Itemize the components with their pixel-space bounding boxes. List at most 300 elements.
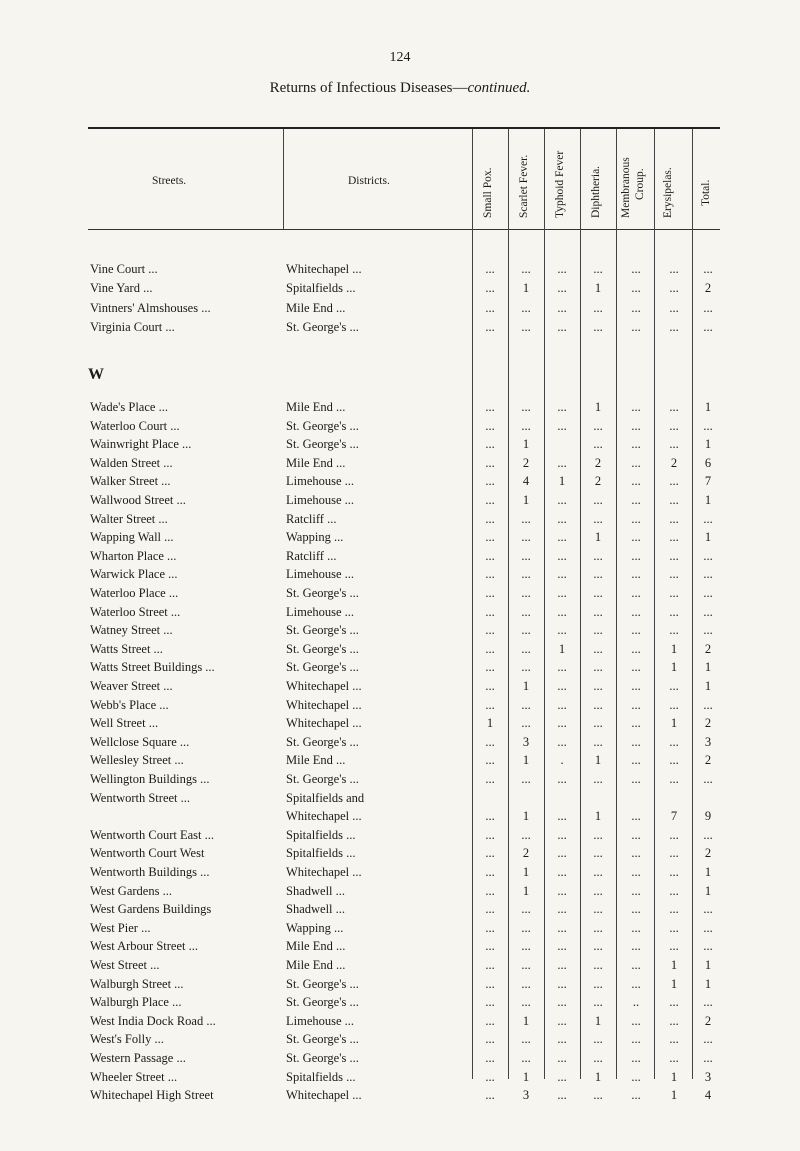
count-cell: 1	[704, 865, 712, 879]
count-cell: 1	[670, 660, 678, 675]
street-name: Wellesley Street ...	[90, 753, 184, 768]
count-cell: ...	[485, 809, 495, 824]
count-cell: ...	[593, 865, 603, 879]
count-cell: ...	[557, 623, 567, 638]
count-cell: ...	[485, 679, 495, 693]
count-cell: ...	[631, 1069, 641, 1084]
table-row	[0, 530, 800, 548]
count-cell: ...	[631, 920, 641, 935]
count-cell: ...	[521, 772, 531, 786]
count-cell: ...	[521, 660, 531, 675]
column-divider	[508, 129, 509, 1079]
district-name: Spitalfields ...	[286, 281, 356, 296]
count-cell: ...	[485, 418, 495, 433]
count-cell: ...	[631, 809, 641, 824]
table-row	[0, 400, 800, 418]
count-cell: ...	[485, 772, 495, 786]
count-cell: ...	[485, 437, 495, 452]
street-name: Wainwright Place ...	[90, 437, 192, 452]
count-cell: ...	[557, 281, 567, 296]
table-row	[0, 958, 800, 976]
count-cell: 1	[594, 530, 602, 545]
count-cell: ...	[557, 976, 567, 991]
table-row	[0, 679, 800, 697]
count-cell: ...	[557, 567, 567, 582]
count-cell: ...	[631, 902, 641, 917]
count-cell: ...	[557, 511, 567, 526]
count-cell: ...	[631, 958, 641, 972]
street-name: Waterloo Place ...	[90, 586, 179, 600]
count-cell: 2	[704, 716, 712, 731]
header-small-pox: Small Pox.	[482, 167, 494, 218]
count-cell: 3	[522, 1088, 530, 1103]
count-cell: ...	[521, 920, 531, 935]
district-name: Whitechapel ...	[286, 865, 362, 879]
count-cell: ...	[669, 281, 679, 296]
street-name: Wellington Buildings ...	[90, 772, 210, 786]
count-cell: 1	[670, 1069, 678, 1084]
count-cell: ...	[521, 623, 531, 638]
count-cell: ...	[631, 474, 641, 489]
table-row	[0, 865, 800, 883]
count-cell: ...	[631, 976, 641, 991]
count-cell: ...	[593, 641, 603, 656]
count-cell: ...	[669, 772, 679, 786]
table-row	[0, 437, 800, 455]
count-cell: ...	[593, 939, 603, 954]
count-cell: ...	[557, 586, 567, 600]
street-name: Watts Street ...	[90, 641, 163, 656]
count-cell: 1	[594, 1069, 602, 1084]
count-cell: ...	[631, 623, 641, 638]
count-cell: ...	[485, 300, 495, 315]
count-cell: ...	[669, 753, 679, 768]
count-cell: ...	[593, 697, 603, 712]
count-cell: 1	[704, 883, 712, 898]
count-cell: ...	[703, 920, 713, 935]
count-cell: ...	[593, 418, 603, 433]
count-cell: ...	[521, 418, 531, 433]
district-name: St. George's ...	[286, 320, 359, 335]
street-name: Virginia Court ...	[90, 320, 175, 335]
count-cell: ...	[703, 604, 713, 619]
count-cell: ...	[631, 281, 641, 296]
table-row	[0, 735, 800, 753]
table-row	[0, 320, 800, 338]
street-name: Wade's Place ...	[90, 400, 168, 414]
count-cell: ...	[557, 1069, 567, 1084]
count-cell: ...	[669, 320, 679, 335]
count-cell: ...	[631, 1032, 641, 1047]
header-scarlet-fever: Scarlet Fever.	[518, 154, 530, 218]
district-name: St. George's ...	[286, 734, 359, 749]
count-cell: ...	[669, 679, 679, 693]
count-cell: ...	[631, 493, 641, 507]
count-cell: ...	[521, 400, 531, 414]
count-cell: ...	[557, 939, 567, 954]
table-row	[0, 1088, 800, 1106]
count-cell: ...	[485, 604, 495, 619]
count-cell: 1	[704, 400, 712, 414]
count-cell: ..	[632, 995, 640, 1010]
count-cell: ...	[593, 846, 603, 861]
district-name: St. George's ...	[286, 995, 359, 1010]
count-cell: ...	[669, 300, 679, 315]
count-cell: ...	[557, 418, 567, 433]
table-row	[0, 660, 800, 678]
count-cell: 1	[486, 716, 494, 731]
count-cell: ...	[521, 548, 531, 563]
district-name: St. George's ...	[286, 641, 359, 656]
count-cell: 1	[522, 281, 530, 296]
count-cell: ...	[485, 660, 495, 675]
count-cell: ...	[631, 320, 641, 335]
street-name: West's Folly ...	[90, 1032, 164, 1047]
count-cell: 1	[670, 976, 678, 991]
count-cell: 1	[704, 958, 712, 972]
count-cell: ...	[593, 1088, 603, 1103]
column-divider	[580, 129, 581, 1079]
street-name: Wentworth Buildings ...	[90, 865, 210, 879]
count-cell: ...	[521, 320, 531, 335]
count-cell: ...	[521, 958, 531, 972]
district-name: Mile End ...	[286, 939, 346, 954]
count-cell: ...	[631, 586, 641, 600]
table-row	[0, 921, 800, 939]
district-name: Shadwell ...	[286, 883, 346, 898]
count-cell: ...	[631, 846, 641, 861]
count-cell: ...	[557, 883, 567, 898]
street-name: Walter Street ...	[90, 511, 168, 526]
district-name: Spitalfields and	[286, 790, 365, 805]
count-cell: ...	[521, 976, 531, 991]
table-row	[0, 939, 800, 957]
count-cell: ...	[521, 697, 531, 712]
count-cell: ...	[557, 530, 567, 545]
count-cell: 2	[522, 846, 530, 861]
street-name: Webb's Place ...	[90, 697, 169, 712]
count-cell: ...	[631, 1013, 641, 1028]
count-cell: ...	[593, 437, 603, 452]
district-name: Whitechapel ...	[286, 809, 362, 824]
district-name: Ratcliff ...	[286, 511, 337, 526]
count-cell: 1	[558, 474, 566, 489]
page-number: 124	[389, 50, 411, 65]
count-cell: ...	[703, 827, 713, 842]
table-row	[0, 474, 800, 492]
table-row	[0, 698, 800, 716]
count-cell: .	[560, 753, 564, 768]
count-cell: ...	[631, 734, 641, 749]
count-cell: ...	[521, 827, 531, 842]
count-cell: ...	[593, 716, 603, 731]
count-cell: 1	[522, 1069, 530, 1084]
count-cell: ...	[485, 320, 495, 335]
count-cell: ...	[521, 995, 531, 1010]
district-name: Limehouse ...	[286, 474, 355, 489]
count-cell: ...	[631, 641, 641, 656]
count-cell: ...	[593, 660, 603, 675]
street-name: Walden Street ...	[90, 455, 173, 470]
count-cell: 2	[704, 753, 712, 768]
column-divider	[692, 129, 693, 1079]
count-cell: ...	[631, 660, 641, 675]
district-name: Whitechapel ...	[286, 679, 362, 693]
street-name: Vine Court ...	[90, 262, 158, 276]
count-cell: ...	[669, 846, 679, 861]
count-cell: 1	[704, 976, 712, 991]
count-cell: ...	[557, 697, 567, 712]
street-name: Wentworth Court West	[90, 846, 205, 861]
count-cell: 3	[704, 1069, 712, 1084]
district-name: St. George's ...	[286, 437, 359, 452]
table-row	[0, 995, 800, 1013]
count-cell: 1	[670, 958, 678, 972]
table-row	[0, 1032, 800, 1050]
count-cell: ...	[485, 530, 495, 545]
count-cell: ...	[557, 1032, 567, 1047]
district-name: Whitechapel ...	[286, 1088, 362, 1103]
count-cell: ...	[631, 865, 641, 879]
count-cell: 2	[704, 641, 712, 656]
count-cell: ...	[703, 939, 713, 954]
street-name: Wentworth Street ...	[90, 790, 191, 805]
street-name: Vintners' Almshouses ...	[90, 300, 211, 315]
count-cell: ...	[669, 548, 679, 563]
street-name: Wheeler Street ...	[90, 1069, 178, 1084]
count-cell: ...	[593, 734, 603, 749]
count-cell: ...	[703, 697, 713, 712]
district-name: St. George's ...	[286, 660, 359, 675]
count-cell: ...	[485, 902, 495, 917]
count-cell: ...	[485, 958, 495, 972]
count-cell: 1	[594, 753, 602, 768]
count-cell: ...	[593, 976, 603, 991]
count-cell: 1	[522, 809, 530, 824]
street-name: Wapping Wall ...	[90, 530, 174, 545]
table-row	[0, 809, 800, 827]
table-row	[0, 512, 800, 530]
street-name: Wentworth Court East ...	[90, 827, 214, 842]
count-cell: ...	[703, 418, 713, 433]
count-cell: ...	[703, 586, 713, 600]
table-row	[0, 456, 800, 474]
street-name: Wallwood Street ...	[90, 493, 186, 507]
count-cell: ...	[631, 939, 641, 954]
count-cell: 3	[522, 734, 530, 749]
count-cell: ...	[631, 716, 641, 731]
table-row	[0, 884, 800, 902]
table-row	[0, 605, 800, 623]
header-divider	[283, 129, 284, 229]
street-name: Waterloo Street ...	[90, 604, 181, 619]
count-cell: 2	[522, 455, 530, 470]
count-cell: ...	[593, 548, 603, 563]
count-cell: ...	[669, 1051, 679, 1065]
column-divider	[544, 129, 545, 1079]
count-cell: ...	[521, 300, 531, 315]
count-cell: ...	[703, 995, 713, 1010]
count-cell: ...	[485, 567, 495, 582]
table-row	[0, 419, 800, 437]
count-cell: ...	[485, 586, 495, 600]
count-cell: ...	[703, 320, 713, 335]
count-cell: ...	[703, 567, 713, 582]
count-cell: 2	[704, 281, 712, 296]
header-streets: Streets.	[152, 175, 187, 187]
table-row	[0, 642, 800, 660]
count-cell: 1	[522, 883, 530, 898]
district-name: Mile End ...	[286, 300, 346, 315]
table-row	[0, 281, 800, 299]
count-cell: 1	[704, 530, 712, 545]
count-cell: ...	[593, 567, 603, 582]
count-cell: ...	[557, 846, 567, 861]
title-text: Returns of Infectious Diseases—	[269, 80, 468, 96]
count-cell: ...	[557, 604, 567, 619]
district-name: Limehouse ...	[286, 567, 355, 582]
count-cell: ...	[703, 1051, 713, 1065]
count-cell: ...	[485, 623, 495, 638]
count-cell: ...	[557, 958, 567, 972]
district-name: Wapping ...	[286, 530, 344, 545]
count-cell: ...	[485, 697, 495, 712]
count-cell: ...	[557, 679, 567, 693]
count-cell: 1	[704, 679, 712, 693]
count-cell: ...	[669, 939, 679, 954]
count-cell: ...	[631, 548, 641, 563]
table-row	[0, 301, 800, 319]
count-cell: ...	[669, 262, 679, 276]
district-name: Whitechapel ...	[286, 716, 362, 731]
count-cell: ...	[631, 697, 641, 712]
street-name: West Pier ...	[90, 920, 151, 935]
street-name: Walburgh Place ...	[90, 995, 182, 1010]
district-name: St. George's ...	[286, 586, 359, 600]
count-cell: 1	[704, 437, 712, 452]
count-cell: ...	[485, 1032, 495, 1047]
count-cell: 1	[522, 437, 530, 452]
header-diphtheria: Diphtheria.	[590, 165, 602, 218]
count-cell: ...	[669, 902, 679, 917]
count-cell: ...	[485, 1088, 495, 1103]
count-cell: 1	[670, 1088, 678, 1103]
count-cell: ...	[669, 418, 679, 433]
count-cell: ...	[557, 1088, 567, 1103]
count-cell: ...	[485, 455, 495, 470]
count-cell: ...	[669, 865, 679, 879]
count-cell: 1	[522, 1013, 530, 1028]
count-cell: ...	[557, 809, 567, 824]
count-cell: ...	[631, 262, 641, 276]
count-cell: ...	[669, 400, 679, 414]
count-cell: ...	[557, 320, 567, 335]
count-cell: ...	[631, 418, 641, 433]
count-cell: 7	[670, 809, 678, 824]
street-name: West Arbour Street ...	[90, 939, 199, 954]
district-name: Wapping ...	[286, 920, 344, 935]
table-row	[0, 567, 800, 585]
table-row	[0, 828, 800, 846]
count-cell: 3	[704, 734, 712, 749]
count-cell: ...	[521, 1032, 531, 1047]
district-name: Whitechapel ...	[286, 697, 362, 712]
count-cell: ...	[703, 262, 713, 276]
count-cell: ...	[631, 567, 641, 582]
count-cell: 1	[522, 865, 530, 879]
header-membranous: Membranous	[620, 157, 632, 218]
district-name: St. George's ...	[286, 623, 359, 638]
count-cell: ...	[557, 734, 567, 749]
count-cell: ...	[669, 493, 679, 507]
count-cell: ...	[669, 511, 679, 526]
count-cell: ...	[485, 865, 495, 879]
count-cell: 9	[704, 809, 712, 824]
count-cell: ...	[593, 493, 603, 507]
count-cell: ...	[703, 623, 713, 638]
count-cell: ...	[485, 474, 495, 489]
page-title	[0, 80, 800, 97]
header-croup: Croup.	[634, 168, 646, 200]
count-cell: ...	[593, 772, 603, 786]
header-erysipelas: Erysipelas.	[662, 167, 674, 218]
street-name: Weaver Street ...	[90, 679, 173, 693]
count-cell: 1	[594, 400, 602, 414]
count-cell: ...	[593, 262, 603, 276]
count-cell: ...	[631, 300, 641, 315]
street-name: Watts Street Buildings ...	[90, 660, 215, 675]
count-cell: 1	[704, 493, 712, 507]
count-cell: ...	[485, 753, 495, 768]
count-cell: ...	[485, 400, 495, 414]
table-row	[0, 586, 800, 604]
column-divider	[472, 129, 473, 1079]
count-cell: ...	[631, 1051, 641, 1065]
count-cell: ...	[485, 939, 495, 954]
street-name: Wharton Place ...	[90, 548, 177, 563]
table-row	[0, 493, 800, 511]
district-name: St. George's ...	[286, 976, 359, 991]
count-cell: ...	[485, 493, 495, 507]
count-cell: ...	[669, 437, 679, 452]
count-cell: ...	[485, 734, 495, 749]
count-cell: ...	[521, 641, 531, 656]
district-name: St. George's ...	[286, 1032, 359, 1047]
count-cell: ...	[593, 902, 603, 917]
count-cell: ...	[521, 939, 531, 954]
count-cell: ...	[631, 530, 641, 545]
count-cell: ...	[557, 300, 567, 315]
street-name: Well Street ...	[90, 716, 159, 731]
street-name: West India Dock Road ...	[90, 1013, 216, 1028]
street-name: Warwick Place ...	[90, 567, 178, 582]
count-cell: 2	[594, 455, 602, 470]
header-bottom-rule	[88, 229, 720, 230]
count-cell: ...	[703, 772, 713, 786]
count-cell: ...	[485, 1051, 495, 1065]
count-cell: ...	[593, 1051, 603, 1065]
count-cell: ...	[557, 262, 567, 276]
count-cell: ...	[557, 548, 567, 563]
count-cell: ...	[557, 455, 567, 470]
table-row	[0, 753, 800, 771]
street-name: Wellclose Square ...	[90, 734, 190, 749]
table-row	[0, 791, 800, 809]
count-cell: ...	[593, 511, 603, 526]
street-name: Whitechapel High Street	[90, 1088, 214, 1103]
count-cell: 1	[558, 641, 566, 656]
count-cell: ...	[557, 995, 567, 1010]
